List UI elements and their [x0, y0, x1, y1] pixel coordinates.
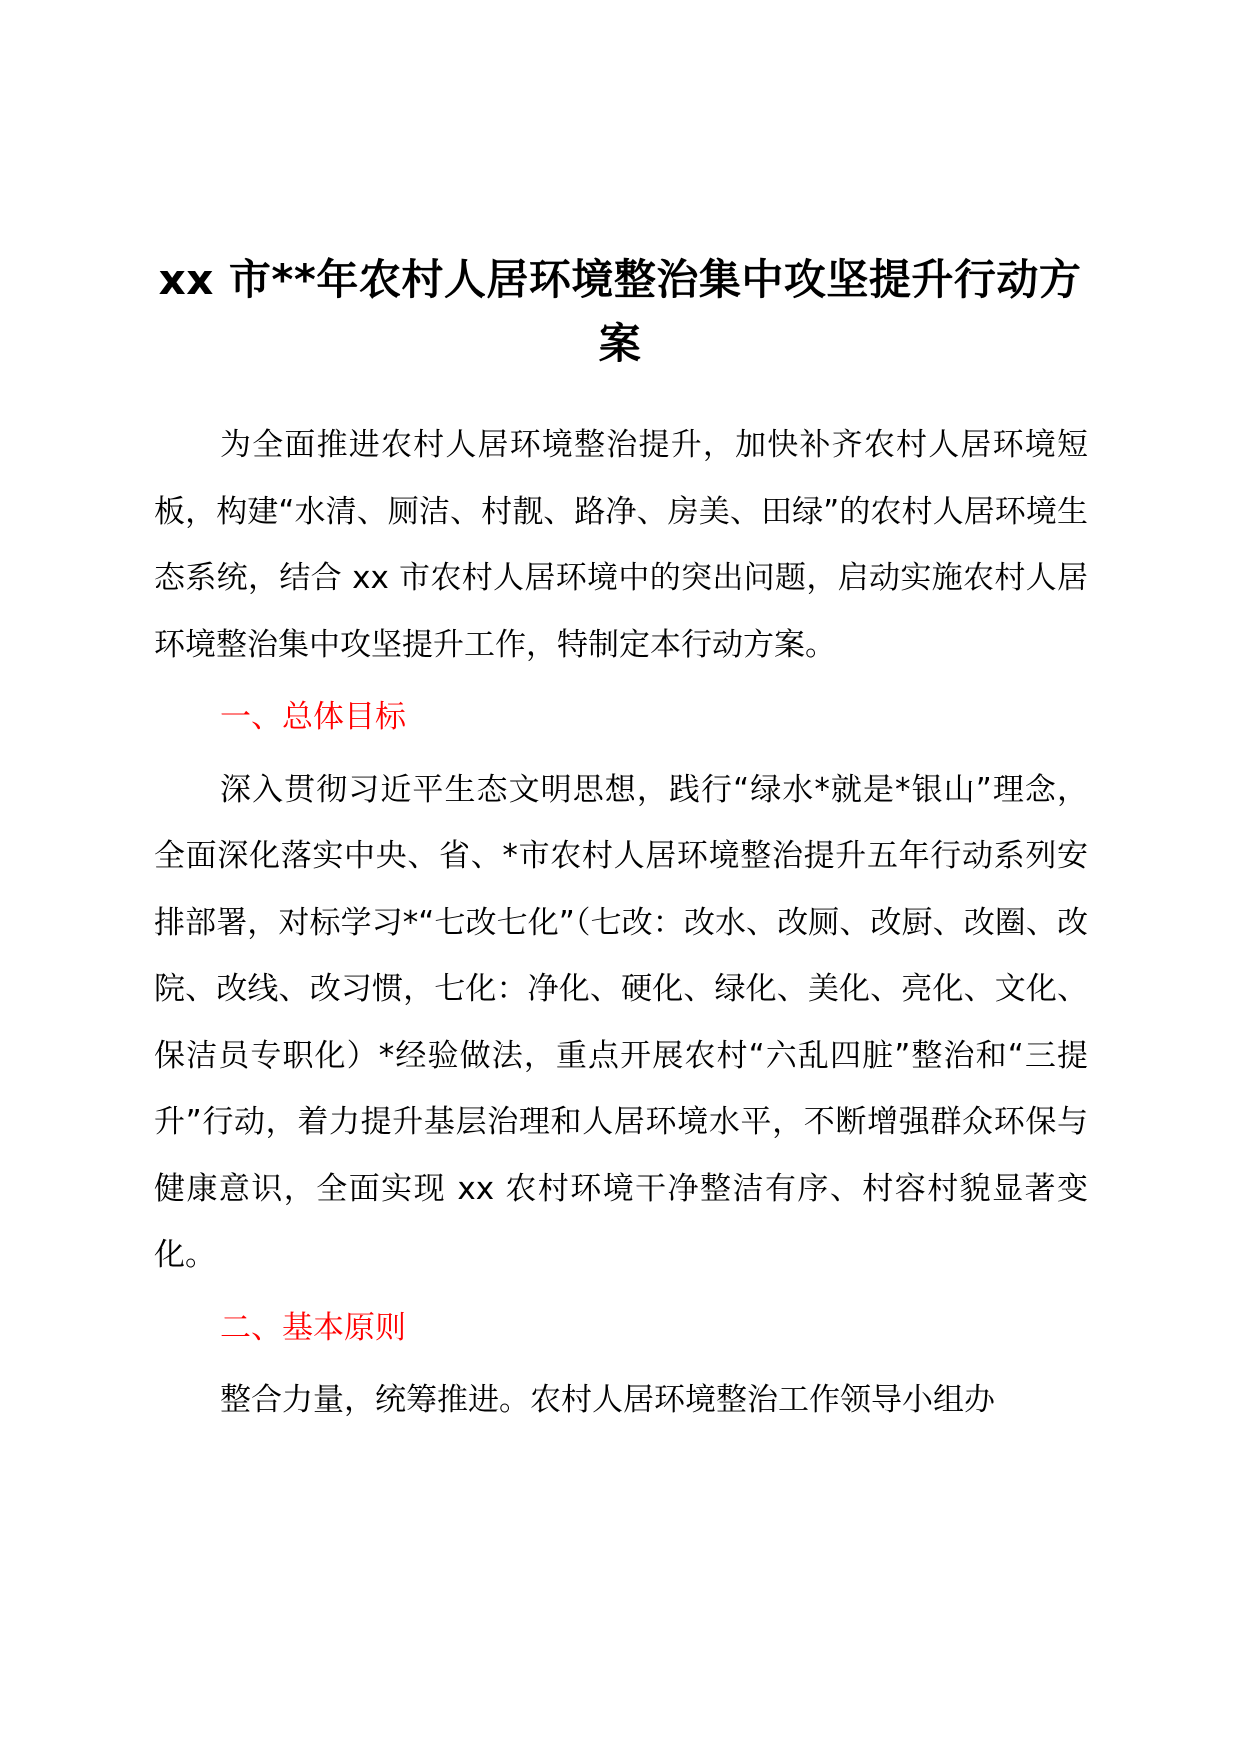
- section-body-basic-principles: 整合力量，统筹推进。农村人居环境整治工作领导小组办: [220, 1382, 995, 1418]
- section-body-overall-goals: 深入贯彻习近平生态文明思想，践行“绿水*就是*银山”理念，全面深化落实中央、省、*市农村人居环境整治提升五年行动系列安排部署，对标学习*“七改七化”（七改：改水、改厕、改厨、改圈、改院、改线、改习惯，七化：净化、硬化、绿化、美化、亮化、文化、保洁员专职化）*经验做法，重点开展农村“六乱四脏”整治和“三提升”行动，着力提升基层治理和人居环境水平，不断增强群众环保与健康意识，全面实现 xx 农村环境干净整洁有序、村容村貌显著变化。: [154, 771, 1088, 1273]
- intro-paragraph: 为全面推进农村人居环境整治提升，加快补齐农村人居环境短板，构建“水清、厕洁、村靓、路净、房美、田绿”的农村人居环境生态系统，结合 xx 市农村人居环境中的突出问题，启动实施农村人居环境整治集中攻坚提升工作，特制定本行动方案。: [154, 427, 1088, 663]
- document-body: [154, 412, 1088, 1434]
- section-heading-overall-goals: 一、总体目标: [220, 699, 406, 735]
- document-title: xx 市**年农村人居环境整治集中攻坚提升行动方案: [158, 255, 1082, 368]
- section-heading-basic-principles: 二、基本原则: [220, 1309, 406, 1346]
